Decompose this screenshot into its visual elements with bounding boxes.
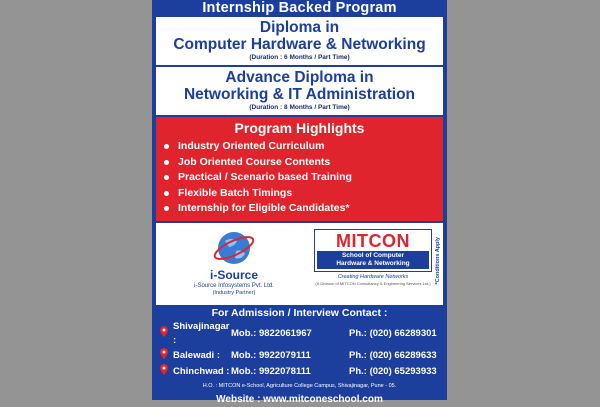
mitcon-sub-line2: Hardware & Networking	[336, 259, 410, 267]
location-pin-icon	[160, 326, 170, 342]
contact-row	[160, 348, 439, 364]
contact-phone: Ph.: (020) 66289301	[349, 327, 437, 339]
conditions-apply: *Conditions Apply	[435, 236, 441, 284]
mitcon-tagline: Creating Hardware Networks	[337, 273, 409, 280]
mitcon-name: MITCON	[336, 230, 410, 251]
mitcon-logo	[314, 229, 432, 286]
contact-city: Chinchwad :	[173, 365, 230, 377]
advert-poster	[152, 0, 447, 405]
website-link[interactable]: Website : www.mitconeschool.com	[216, 393, 383, 405]
list-item: Industry Oriented Curriculum	[178, 139, 443, 155]
course-1-box	[156, 17, 443, 65]
course-2-title-line2: Networking & IT Administration	[183, 86, 416, 103]
mitcon-logo-box	[314, 229, 432, 272]
contact-row	[160, 364, 439, 380]
highlights-list	[156, 139, 443, 217]
course-2-duration: (Duration : 8 Months / Part Time)	[249, 104, 350, 111]
banner-heading: Internship Backed Program	[202, 0, 397, 16]
isource-name: i-Source	[209, 267, 258, 282]
course-2-title-line1: Advance Diploma in	[225, 69, 374, 86]
contact-row	[160, 320, 439, 348]
course-1-title-line1: Diploma in	[259, 19, 340, 36]
contact-mobile: Mob.: 9922079111	[231, 349, 311, 361]
contact-city: Shivajinagar :	[173, 320, 230, 346]
contact-mobile: Mob.: 9922078111	[231, 365, 311, 377]
course-2-box	[156, 65, 443, 115]
contact-section	[156, 305, 443, 407]
location-pin-icon	[160, 348, 170, 364]
highlights-title: Program Highlights	[234, 120, 365, 136]
list-item: Job Oriented Course Contents	[178, 155, 443, 171]
logos-panel	[156, 223, 443, 305]
contact-phone: Ph.: (020) 66289633	[349, 349, 437, 361]
contact-phone: Ph.: (020) 65293933	[349, 365, 437, 377]
isource-company: i-Source Infosystems Pvt. Ltd.	[194, 282, 274, 289]
list-item: Flexible Batch Timings	[178, 186, 443, 202]
location-pin-icon	[160, 364, 170, 380]
list-item: Internship for Eligible Candidates*	[178, 201, 443, 217]
isource-logo	[164, 227, 304, 297]
highlights-panel	[156, 117, 443, 221]
contact-city: Balewadi :	[173, 349, 220, 361]
globe-icon	[211, 227, 257, 269]
list-item: Practical / Scenario based Training	[178, 170, 443, 186]
course-1-duration: (Duration : 6 Months / Part Time)	[249, 54, 350, 61]
head-office-address: H.O. : MITCON e-School, Agriculture College Campus, Shivajinagar, Pune - 05.	[202, 382, 397, 389]
isource-role: (Industry Partner)	[212, 289, 256, 296]
contact-title: For Admission / Interview Contact :	[211, 306, 388, 319]
mitcon-subtitle	[317, 251, 429, 269]
contact-mobile: Mob.: 9822061967	[231, 327, 312, 339]
mitcon-sub-line1: School of Computer	[341, 251, 405, 259]
mitcon-note: (A Division of MITCON Consultancy & Engineering Services Ltd.)	[315, 280, 431, 286]
course-1-title-line2: Computer Hardware & Networking	[173, 36, 426, 53]
